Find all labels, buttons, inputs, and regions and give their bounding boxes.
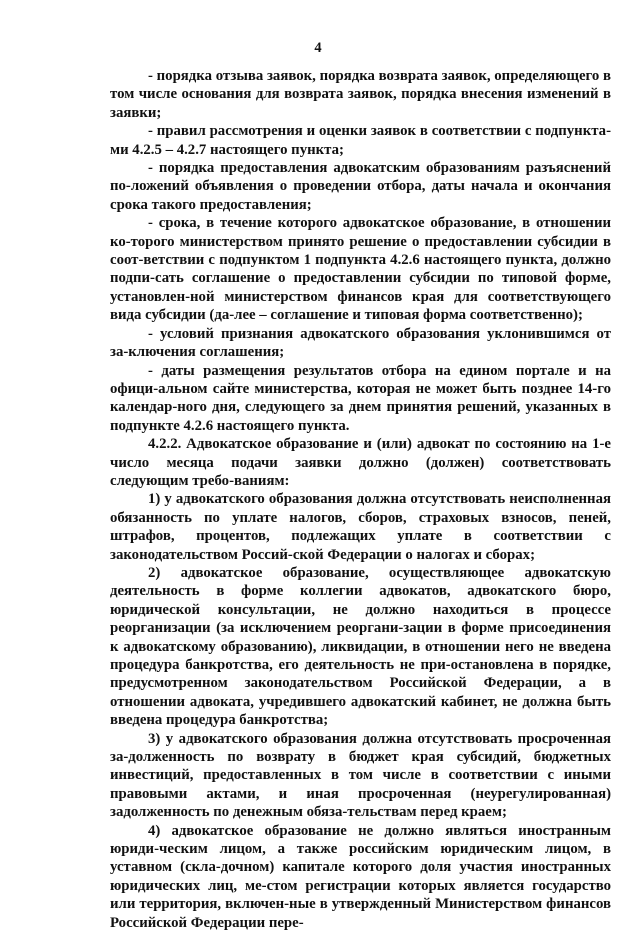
- paragraph-requirement-2: 2) адвокатское образование, осуществляющее адвокатскую деятельность в форме коллегии адвокатов, адвокатского бюро, юридической консультации, не должно находиться в процессе реорганизации (за исключением реоргани-зации в форме присоединения к адвокатскому образованию), ликвидации, в отношении него не введена процедура банкротства, его деятельность не при-остановлена в порядке, предусмотренном законодательством Российской Федерации, а в отношении адвоката, учредившего адвокатский кабинет, не должна быть введена процедура банкротства;: [110, 564, 611, 729]
- document-body: [110, 67, 611, 932]
- paragraph-clarifications: - порядка предоставления адвокатским образованиям разъяснений по-ложений объявления о проведении отбора, даты начала и окончания срока такого предоставления;: [110, 160, 611, 213]
- paragraph-4-2-2: 4.2.2. Адвокатское образование и (или) адвокат по состоянию на 1-е число месяца подачи заявки должно (должен) соответствовать следующим требо-ваниям:: [110, 436, 611, 489]
- page-number: 4: [314, 40, 322, 56]
- paragraph-review-rules: - правил рассмотрения и оценки заявок в соответствии с подпункта-ми 4.2.5 – 4.2.7 настоящего пункта;: [110, 123, 611, 158]
- paragraph-requirement-4: 4) адвокатское образование не должно являться иностранным юриди-ческим лицом, а также российским юридическим лицом, в уставном (скла-дочном) капитале которого доля участия иностранных юридических лиц, ме-стом регистрации которых является государство или территория, включен-ные в утвержденный Министерством финансов Российской Федерации пере-: [110, 822, 611, 931]
- paragraph-agreement-term: - срока, в течение которого адвокатское образование, в отношении ко-торого министерством принято решение о предоставлении субсидии в соот-ветствии с подпунктом 1 подпункта 4.2.6 настоящего пункта, должно подпи-сать соглашение о предоставлении субсидии по типовой форме, установлен-ной министерством финансов края для соответствующего вида субсидии (да-лее – соглашение и типовая форма соответственно);: [110, 215, 611, 324]
- paragraph-results-date: - даты размещения результатов отбора на едином портале и на офици-альном сайте министерства, которая не может быть позднее 14-го календар-ного дня, следующего за днем принятия решений, указанных в подпункте 4.2.6 настоящего пункта.: [110, 362, 611, 434]
- paragraph-requirement-1: 1) у адвокатского образования должна отсутствовать неисполненная обязанность по уплате налогов, сборов, страховых взносов, пеней, штрафов, процентов, подлежащих уплате в соответствии с законодательством Россий-ской Федерации о налогах и сборах;: [110, 491, 611, 563]
- paragraph-evasion-conditions: - условий признания адвокатского образования уклонившимся от за-ключения соглашения;: [110, 325, 611, 361]
- paragraph-requirement-3: 3) у адвокатского образования должна отсутствовать просроченная за-долженность по возврату в бюджет края субсидий, бюджетных инвестиций, предоставленных в том числе в соответствии с иными правовыми актами, и иная просроченная (неурегулированная) задолженность по денежным обяза-тельствам перед краем;: [110, 730, 611, 821]
- paragraph-withdrawal-order: - порядка отзыва заявок, порядка возврата заявок, определяющего в том числе основания для возврата заявок, порядка внесения изменений в заявки;: [110, 68, 611, 121]
